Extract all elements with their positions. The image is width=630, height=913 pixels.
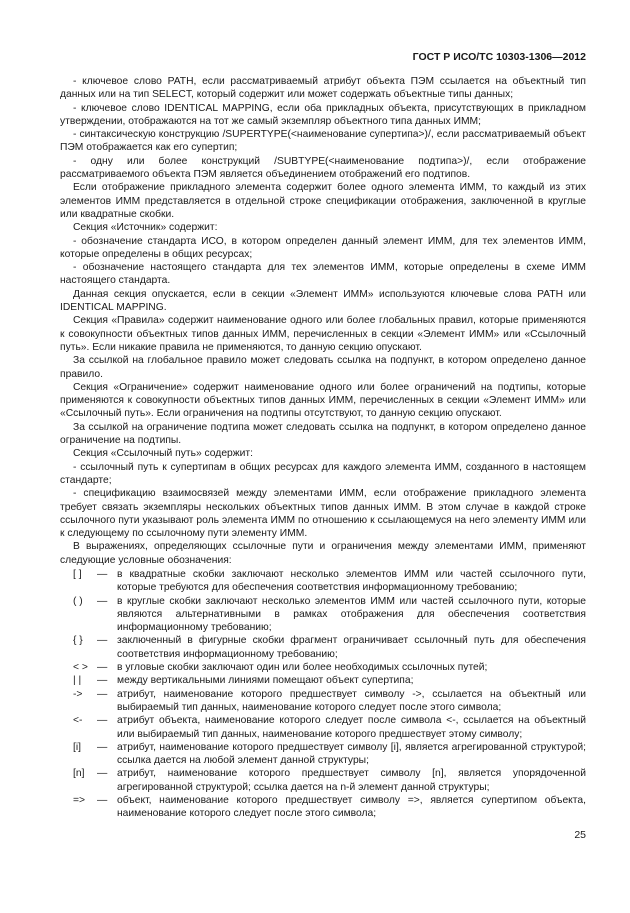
paragraph: - обозначение стандарта ИСО, в котором определен данный элемент ИММ, для тех элементов ИММ, которые определены в общих ресурсах; — [60, 235, 586, 260]
notation-item — [60, 661, 586, 674]
notation-item — [60, 595, 586, 635]
paragraph: За ссылкой на глобальное правило может следовать ссылка на подпункт, в котором определено данное правило. — [60, 355, 586, 380]
paragraph: Секция «Правила» содержит наименование одного или более глобальных правил, которые применяются к совокупности объектных типов данных ИММ, перечисленных в секции «Элемент ИММ» или «Ссылочный путь». Если никакие правила не применяются, то данную секцию опускают. — [60, 315, 586, 353]
notation-text: в круглые скобки заключают несколько элементов ИММ или частей ссылочного пути, которые являются альтернативными в рамках отображения для обеспечения соответствия информационному требованию; — [117, 595, 586, 634]
notation-dash: — — [97, 715, 108, 727]
notation-symbol: ( ) — [73, 595, 83, 607]
notation-list — [60, 568, 586, 821]
notation-dash: — — [97, 662, 108, 674]
notation-item — [60, 714, 586, 741]
notation-text: атрибут, наименование которого предшествует символу [n], является упорядоченной агрегированной структурой; ссылка дается на n-й элемент данной структуры; — [117, 768, 586, 793]
notation-symbol: { } — [73, 635, 83, 647]
notation-dash: — — [97, 741, 108, 753]
notation-dash: — — [97, 595, 108, 607]
notation-symbol: [n] — [73, 768, 85, 780]
notation-text: атрибут объекта, наименование которого следует после символа <-, ссылается на объектный или выбираемый тип данных, наименование которого предшествует этому символу; — [117, 715, 586, 740]
page-header: ГОСТ Р ИСО/ТС 10303-1306—2012 — [412, 51, 586, 63]
notation-dash: — — [97, 568, 108, 580]
notation-symbol: -> — [73, 688, 83, 700]
page-content — [60, 75, 586, 821]
notation-item — [60, 634, 586, 661]
paragraph: - ключевое слово PATH, если рассматриваемый атрибут объекта ПЭМ ссылается на объектный тип данных или на тип SELECT, который содержит или может содержать объектные типы данных; — [60, 76, 586, 101]
notation-text: в угловые скобки заключают один или более необходимых ссылочных путей; — [117, 662, 488, 674]
page-number: 25 — [574, 829, 586, 841]
notation-dash: — — [97, 768, 108, 780]
notation-text: атрибут, наименование которого предшествует символу [i], является агрегированной структурой; ссылка дается на любой элемент данной структуры; — [117, 741, 586, 767]
paragraph: - ссылочный путь к супертипам в общих ресурсах для каждого элемента ИММ, созданного в настоящем стандарте; — [60, 461, 586, 486]
paragraph: Секция «Источник» содержит: — [73, 222, 218, 234]
paragraph: - одну или более конструкций /SUBTYPE(<наименование подтипа>)/, если отображение рассматриваемого объекта ПЭМ является объединением отображений его подтипов. — [60, 155, 586, 181]
notation-item — [60, 767, 586, 794]
notation-dash: — — [97, 675, 108, 687]
notation-dash: — — [97, 635, 108, 647]
paragraph: За ссылкой на ограничение подтипа может следовать ссылка на подпункт, в котором определено данное ограничение на подтипы. — [60, 421, 586, 447]
notation-symbol: < > — [73, 662, 88, 674]
notation-symbol: [ ] — [73, 568, 82, 580]
paragraph: Секция «Ограничение» содержит наименование одного или более ограничений на подтипы, которые применяются к совокупности объектных типов данных ИММ, перечисленных в секции «Элемент ИММ» или «Ссылочный путь». Если ограничения на подтипы отсутствуют, то данную секцию опускают. — [60, 381, 586, 420]
notation-item — [60, 674, 586, 687]
notation-text: в квадратные скобки заключают несколько элементов ИММ или частей ссылочного пути, которые требуются для обеспечения соответствия информационному требованию; — [117, 568, 586, 594]
paragraph: - ключевое слово IDENTICAL MAPPING, если оба прикладных объекта, присутствующих в прикладном утверждении, отображаются на тот же самый экземпляр объектного типа данных ИММ; — [60, 102, 586, 127]
notation-text: заключенный в фигурные скобки фрагмент ограничивает ссылочный путь для обеспечения соответствия информационному требованию; — [117, 635, 586, 660]
paragraph: Секция «Ссылочный путь» содержит: — [73, 448, 253, 460]
paragraph: - спецификацию взаимосвязей между элементами ИММ, если отображение прикладного элемента требует связать экземпляры нескольких объектных типов данных ИММ. В этом случае в каждой строке ссылочного пути указывают роль элемента ИММ по отношению к ссылающемуся на него элементу ИММ или к следующему по ссылочному пути элементу ИММ. — [60, 488, 586, 540]
notation-dash: — — [97, 688, 108, 700]
notation-symbol: => — [73, 795, 86, 807]
notation-text: между вертикальными линиями помещают объект супертипа; — [117, 675, 414, 687]
notation-symbol: <- — [73, 715, 83, 727]
paragraph: Если отображение прикладного элемента содержит более одного элемента ИММ, то каждый из этих элементов ИММ представляется в отдельной строке спецификации отображения, заключенной в круглые или квадратные скобки. — [60, 182, 586, 220]
notation-item — [60, 568, 586, 595]
paragraph: - синтаксическую конструкцию /SUPERTYPE(<наименование супертипа>)/, если рассматриваемый объект ПЭМ отображается как его супертип; — [60, 129, 586, 154]
notation-item — [60, 741, 586, 768]
notation-item — [60, 794, 586, 821]
notation-text: объект, наименование которого предшествует символу =>, является супертипом объекта, наименование которого следует после этого символа; — [117, 795, 586, 820]
paragraph: - обозначение настоящего стандарта для тех элементов ИММ, которые определены в схеме ИММ настоящего стандарта. — [60, 262, 586, 287]
notation-item — [60, 688, 586, 715]
notation-text: атрибут, наименование которого предшествует символу ->, ссылается на объектный или выбираемый тип данных, наименование которого следует после этого символа; — [117, 688, 586, 713]
notation-symbol: | | — [73, 675, 82, 687]
notation-symbol: [i] — [73, 741, 82, 753]
paragraph: В выражениях, определяющих ссылочные пути и ограничения между элементами ИММ, применяют следующие условные обозначения: — [60, 541, 586, 566]
paragraph: Данная секция опускается, если в секции «Элемент ИММ» используются ключевые слова PATH или IDENTICAL MAPPING. — [60, 288, 586, 314]
notation-dash: — — [97, 795, 108, 807]
